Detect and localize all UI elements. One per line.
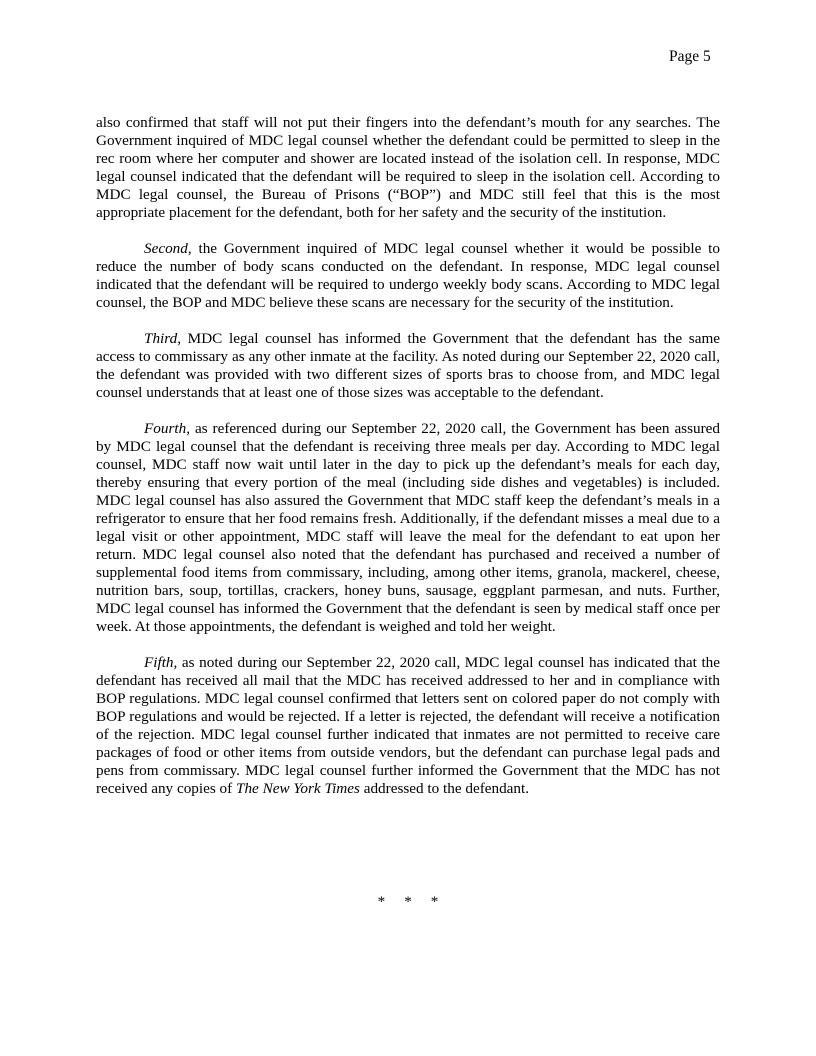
paragraph-lead: Second <box>144 240 188 257</box>
paragraph-lead: Fifth <box>144 654 174 671</box>
paragraph-lead: Third <box>144 330 178 347</box>
paragraph-continuation <box>96 114 720 222</box>
paragraph-text: , as noted during our September 22, 2020 call, MDC legal counsel has indicated that the defendant has received all mail that the MDC has received addressed to her and in compliance with BOP regulations. MDC legal counsel confirmed that letters sent on colored paper do not comply with BOP regulations and would be rejected. If a letter is rejected, the defendant will receive a notification of the rejection. MDC legal counsel further indicated that inmates are not permitted to receive care packages of food or other items from outside vendors, but the defendant can purchase legal pads and pens from commissary. MDC legal counsel further informed the Government that the MDC has not received any copies of <box>96 654 720 797</box>
paragraph-text: , as referenced during our September 22, 2020 call, the Government has been assured by MDC legal counsel that the defendant is receiving three meals per day. According to MDC legal counsel, MDC staff now wait until later in the day to pick up the defendant’s meals for each day, thereby ensuring that every portion of the meal (including side dishes and vegetables) is included. MDC legal counsel has also assured the Government that MDC staff keep the defendant’s meals in a refrigerator to ensure that her food remains fresh. Additionally, if the defendant misses a meal due to a legal visit or other appointment, MDC staff will leave the meal for the defendant to eat upon her return. MDC legal counsel also noted that the defendant has purchased and received a number of supplemental food items from commissary, including, among other items, granola, mackerel, cheese, nutrition bars, soup, tortillas, crackers, honey buns, sausage, eggplant parmesan, and nuts. Further, MDC legal counsel has informed the Government that the defendant is seen by medical staff once per week. At those appointments, the defendant is weighed and told her weight. <box>96 420 720 635</box>
paragraph-tail: addressed to the defendant. <box>359 780 530 797</box>
paragraph-text: also confirmed that staff will not put their fingers into the defendant’s mouth for any searches. The Government inquired of MDC legal counsel whether the defendant could be permitted to sleep in the rec room where her computer and shower are located instead of the isolation cell. In response, MDC legal counsel indicated that the defendant will be required to sleep in the isolation cell. According to MDC legal counsel, the Bureau of Prisons (“BOP”) and MDC still feel that this is the most appropriate placement for the defendant, both for her safety and the security of the institution. <box>96 114 720 221</box>
section-break <box>0 893 816 911</box>
paragraph-text: , MDC legal counsel has informed the Government that the defendant has the same access to commissary as any other inmate at the facility. As noted during our September 22, 2020 call, the defendant was provided with two different sizes of sports bras to choose from, and MDC legal counsel understands that at least one of those sizes was acceptable to the defendant. <box>96 330 720 401</box>
page-number: Page 5 <box>669 48 711 65</box>
paragraph-second <box>96 240 720 312</box>
section-break-asterisks: * * * <box>377 893 439 910</box>
publication-title: The New York Times <box>236 780 360 797</box>
paragraph-fourth <box>96 420 720 636</box>
paragraph-lead: Fourth <box>144 420 187 437</box>
paragraph-fifth <box>96 654 720 798</box>
paragraph-third <box>96 330 720 402</box>
letter-body <box>96 114 720 816</box>
paragraph-text: , the Government inquired of MDC legal counsel whether it would be possible to reduce the number of body scans conducted on the defendant. In response, MDC legal counsel indicated that the defendant will be required to undergo weekly body scans. According to MDC legal counsel, the BOP and MDC believe these scans are necessary for the security of the institution. <box>96 240 720 311</box>
